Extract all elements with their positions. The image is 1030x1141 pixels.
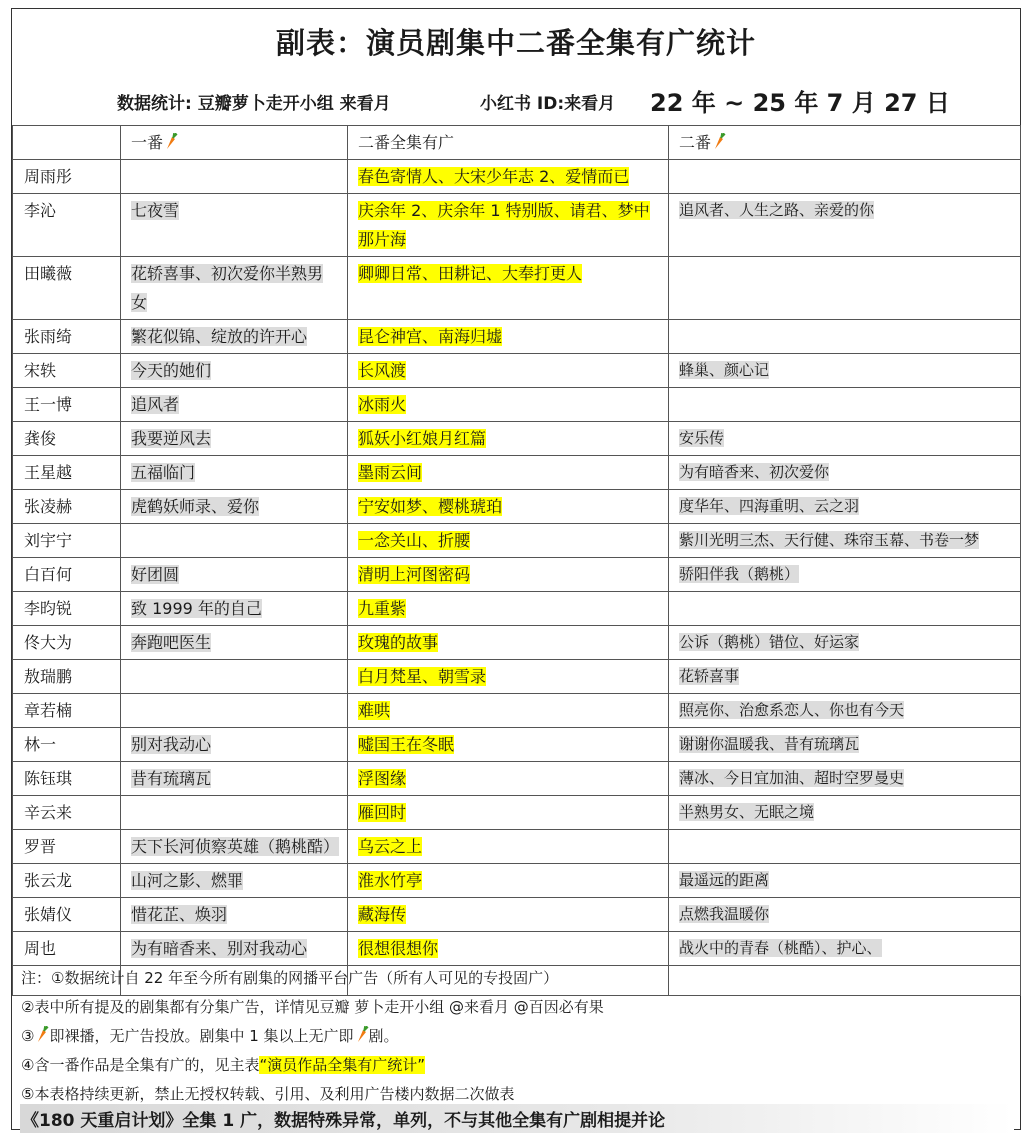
actor-name-cell: [13, 490, 121, 524]
second-role-dramas-cell: [669, 354, 1021, 388]
second-role-dramas-cell: [669, 320, 1021, 354]
second-role-dramas-cell: [669, 194, 1021, 257]
actor-name-cell: [13, 694, 121, 728]
lead-role-dramas-cell: [121, 592, 348, 626]
second-role-full-ads-dramas: 雁回时: [358, 803, 407, 822]
actor-name: 周也: [24, 939, 57, 958]
actor-name: 刘宇宁: [24, 531, 73, 550]
second-role-dramas: 战火中的青春（桃酷）、护心、: [679, 939, 882, 957]
actor-name: 宋轶: [24, 361, 57, 380]
second-role-full-ads-dramas-cell: [348, 660, 669, 694]
actor-name-cell: [13, 660, 121, 694]
second-role-dramas-cell: [669, 592, 1021, 626]
second-role-full-ads-dramas-cell: [348, 830, 669, 864]
second-role-dramas-cell: [669, 864, 1021, 898]
actor-name-cell: [13, 830, 121, 864]
note-1: 注：①数据统计自 22 年至今所有剧集的网播平台广告（所有人可见的专投固广）: [21, 969, 559, 987]
actor-name: 陈钰琪: [24, 769, 73, 788]
second-role-dramas: 追风者、人生之路、亲爱的你: [679, 201, 875, 219]
sheet-frame: [11, 8, 1021, 1130]
carrot-icon: [35, 1026, 49, 1043]
main-table-reference: “演员作品全集有广统计”: [259, 1056, 425, 1074]
lead-role-dramas: 繁花似锦、绽放的许开心: [131, 327, 308, 346]
second-role-full-ads-dramas-cell: [348, 592, 669, 626]
second-role-dramas: 薄冰、今日宜加油、超时空罗曼史: [679, 769, 905, 787]
lead-role-dramas: 五福临门: [131, 463, 196, 482]
second-role-dramas-cell: [669, 558, 1021, 592]
header-lead-label: 一番: [131, 133, 164, 152]
second-role-dramas: 骄阳伴我（鹅桃）: [679, 565, 800, 583]
header-lead: [121, 126, 348, 160]
lead-role-dramas: 致 1999 年的自己: [131, 599, 262, 618]
table-row: [13, 626, 1021, 660]
note-4-text: ④含一番作品是全集有广的，见主表: [21, 1056, 260, 1074]
second-role-full-ads-dramas-cell: [348, 160, 669, 194]
carrot-icon: [164, 133, 178, 150]
lead-role-dramas-cell: [121, 830, 348, 864]
actor-name: 佟大为: [24, 633, 73, 652]
actor-name: 敖瑞鹏: [24, 667, 73, 686]
second-role-full-ads-dramas-cell: [348, 388, 669, 422]
lead-role-dramas-cell: [121, 898, 348, 932]
second-role-dramas-cell: [669, 257, 1021, 320]
lead-role-dramas-cell: [121, 194, 348, 257]
actor-name-cell: [13, 456, 121, 490]
table-row: [13, 422, 1021, 456]
note-3-text: 即裸播，无广告投放。剧集中 1 集以上无广即: [49, 1027, 354, 1045]
second-role-full-ads-dramas: 浮图缘: [358, 769, 407, 788]
lead-role-dramas-cell: [121, 257, 348, 320]
second-role-dramas: 花轿喜事: [679, 667, 740, 685]
carrot-icon: [355, 1026, 369, 1043]
second-role-full-ads-dramas: 很想很想你: [358, 939, 439, 958]
lead-role-dramas: 虎鹤妖师录、爱你: [131, 497, 260, 516]
lead-role-dramas: 今天的她们: [131, 361, 212, 380]
actor-name: 龚俊: [24, 429, 57, 448]
actor-name-cell: [13, 932, 121, 966]
lead-role-dramas-cell: [121, 694, 348, 728]
lead-role-dramas-cell: [121, 524, 348, 558]
second-role-dramas: 照亮你、治愈系恋人、你也有今天: [679, 701, 905, 719]
second-role-full-ads-dramas-cell: [348, 558, 669, 592]
second-role-full-ads-dramas: 墨雨云间: [358, 463, 423, 482]
actor-name-cell: [13, 257, 121, 320]
lead-role-dramas: 我要逆风去: [131, 429, 212, 448]
second-role-dramas-cell: [669, 898, 1021, 932]
second-role-full-ads-dramas-cell: [348, 898, 669, 932]
second-role-dramas-cell: [669, 490, 1021, 524]
table-row: [13, 456, 1021, 490]
lead-role-dramas-cell: [121, 354, 348, 388]
header-row: [13, 126, 1021, 160]
lead-role-dramas: 昔有琉璃瓦: [131, 769, 212, 788]
table-body: [13, 160, 1021, 996]
header-name: [13, 126, 121, 160]
second-role-full-ads-dramas-cell: [348, 422, 669, 456]
second-role-full-ads-dramas: 藏海传: [358, 905, 407, 924]
table-row: [13, 898, 1021, 932]
header-second-label: 二番: [679, 133, 712, 152]
second-role-full-ads-dramas-cell: [348, 320, 669, 354]
note-3: [21, 1025, 399, 1046]
second-role-dramas-cell: [669, 160, 1021, 194]
header-second-full-ads: 二番全集有广: [348, 126, 669, 160]
actor-name: 王一博: [24, 395, 73, 414]
table-row: [13, 558, 1021, 592]
second-role-dramas: 公诉（鹅桃）错位、好运家: [679, 633, 860, 651]
table-row: [13, 388, 1021, 422]
second-role-full-ads-dramas-cell: [348, 762, 669, 796]
table-row: [13, 592, 1021, 626]
actor-name-cell: [13, 592, 121, 626]
second-role-full-ads-dramas: 一念关山、折腰: [358, 531, 471, 550]
second-role-dramas: 为有暗香来、初次爱你: [679, 463, 830, 481]
second-role-dramas-cell: [669, 966, 1021, 996]
second-role-dramas-cell: [669, 762, 1021, 796]
table-row: [13, 160, 1021, 194]
actor-name: 白百何: [24, 565, 73, 584]
second-role-dramas-cell: [669, 694, 1021, 728]
lead-role-dramas-cell: [121, 490, 348, 524]
note-3-marker: ③: [21, 1027, 35, 1045]
actor-name: 张婧仪: [24, 905, 73, 924]
table-row: [13, 864, 1021, 898]
lead-role-dramas-cell: [121, 932, 348, 966]
xiaohongshu-id: 小红书 ID:来看月: [480, 94, 616, 114]
actor-name-cell: [13, 388, 121, 422]
lead-role-dramas: 奔跑吧医生: [131, 633, 212, 652]
lead-role-dramas: 七夜雪: [131, 201, 180, 220]
lead-role-dramas: 为有暗香来、别对我动心: [131, 939, 308, 958]
second-role-dramas: 蜂巢、颜心记: [679, 361, 770, 379]
lead-role-dramas: 追风者: [131, 395, 180, 414]
lead-role-dramas: 好团圆: [131, 565, 180, 584]
second-role-dramas-cell: [669, 456, 1021, 490]
special-case-note: 《180 天重启计划》全集 1 广，数据特殊异常，单列，不与其他全集有广剧相提并论: [20, 1104, 1014, 1133]
second-role-full-ads-dramas: 长风渡: [358, 361, 407, 380]
second-role-dramas-cell: [669, 388, 1021, 422]
lead-role-dramas-cell: [121, 558, 348, 592]
second-role-dramas: 度华年、四海重明、云之羽: [679, 497, 860, 515]
table-row: [13, 490, 1021, 524]
table-row: [13, 932, 1021, 966]
actor-name: 辛云来: [24, 803, 73, 822]
note-5: ⑤本表格持续更新，禁止无授权转载、引用、及利用广告楼内数据二次做表: [21, 1085, 515, 1103]
actor-name-cell: [13, 728, 121, 762]
header-second: [669, 126, 1021, 160]
table-row: [13, 728, 1021, 762]
actor-name: 李昀锐: [24, 599, 73, 618]
lead-role-dramas-cell: [121, 864, 348, 898]
second-role-dramas-cell: [669, 660, 1021, 694]
second-role-full-ads-dramas-cell: [348, 354, 669, 388]
date-range: 22 年 ~ 25 年 7 月 27 日: [650, 89, 950, 117]
second-role-full-ads-dramas-cell: [348, 694, 669, 728]
second-role-dramas-cell: [669, 796, 1021, 830]
lead-role-dramas-cell: [121, 320, 348, 354]
second-role-dramas: 点燃我温暖你: [679, 905, 770, 923]
second-role-dramas: 谢谢你温暖我、昔有琉璃瓦: [679, 735, 860, 753]
actor-name: 李沁: [24, 201, 57, 220]
carrot-icon: [712, 133, 726, 150]
table-row: [13, 354, 1021, 388]
lead-role-dramas-cell: [121, 728, 348, 762]
table-row: [13, 660, 1021, 694]
lead-role-dramas-cell: [121, 422, 348, 456]
actor-name-cell: [13, 762, 121, 796]
actor-name-cell: [13, 194, 121, 257]
second-role-full-ads-dramas-cell: [348, 626, 669, 660]
second-role-full-ads-dramas: 清明上河图密码: [358, 565, 471, 584]
second-role-full-ads-dramas: 庆余年 2、庆余年 1 特别版、请君、梦中那片海: [358, 201, 650, 249]
second-role-dramas-cell: [669, 626, 1021, 660]
actor-name: 章若楠: [24, 701, 73, 720]
actor-name-cell: [13, 320, 121, 354]
lead-role-dramas-cell: [121, 660, 348, 694]
second-role-full-ads-dramas-cell: [348, 796, 669, 830]
note-4: [21, 1054, 425, 1075]
second-role-dramas: 安乐传: [679, 429, 725, 447]
note-3-end: 剧。: [368, 1027, 399, 1045]
second-role-dramas: 最遥远的距离: [679, 871, 770, 889]
actor-name-cell: [13, 864, 121, 898]
actor-name: 田曦薇: [24, 264, 73, 283]
actor-name-cell: [13, 898, 121, 932]
second-role-dramas-cell: [669, 422, 1021, 456]
second-role-full-ads-dramas-cell: [348, 490, 669, 524]
actor-name: 张凌赫: [24, 497, 73, 516]
actor-name: 罗晋: [24, 837, 57, 856]
actor-name-cell: [13, 160, 121, 194]
second-role-full-ads-dramas-cell: [348, 456, 669, 490]
second-role-full-ads-dramas: 九重紫: [358, 599, 407, 618]
second-role-full-ads-dramas: 卿卿日常、田耕记、大奉打更人: [358, 264, 583, 283]
actor-name: 张云龙: [24, 871, 73, 890]
lead-role-dramas-cell: [121, 762, 348, 796]
actor-name-cell: [13, 626, 121, 660]
table-row: [13, 762, 1021, 796]
second-role-full-ads-dramas-cell: [348, 194, 669, 257]
actor-name: 张雨绮: [24, 327, 73, 346]
second-role-dramas-cell: [669, 728, 1021, 762]
second-role-dramas-cell: [669, 932, 1021, 966]
lead-role-dramas: 别对我动心: [131, 735, 212, 754]
second-role-full-ads-dramas: 昆仑神宫、南海归墟: [358, 327, 503, 346]
lead-role-dramas-cell: [121, 626, 348, 660]
actor-name-cell: [13, 354, 121, 388]
table-row: [13, 194, 1021, 257]
actor-name-cell: [13, 422, 121, 456]
second-role-full-ads-dramas-cell: [348, 257, 669, 320]
second-role-full-ads-dramas: 淮水竹亭: [358, 871, 423, 890]
table-row: [13, 320, 1021, 354]
second-role-full-ads-dramas: 冰雨火: [358, 395, 407, 414]
table-row: [13, 694, 1021, 728]
stats-table: [12, 125, 1021, 996]
second-role-full-ads-dramas: 难哄: [358, 701, 391, 720]
actor-name: 周雨彤: [24, 167, 73, 186]
second-role-dramas: 半熟男女、无眠之境: [679, 803, 815, 821]
actor-name-cell: [13, 796, 121, 830]
second-role-full-ads-dramas-cell: [348, 932, 669, 966]
lead-role-dramas: 山河之影、燃罪: [131, 871, 244, 890]
table-row: [13, 524, 1021, 558]
second-role-full-ads-dramas: 乌云之上: [358, 837, 423, 856]
table-row: [13, 796, 1021, 830]
lead-role-dramas: 花轿喜事、初次爱你半熟男女: [131, 264, 324, 312]
note-2: ②表中所有提及的剧集都有分集广告，详情见豆瓣 萝卜走开小组 @来看月 @百因必有果: [21, 998, 604, 1016]
second-role-full-ads-dramas: 宁安如梦、樱桃琥珀: [358, 497, 503, 516]
page-title: 副表：演员剧集中二番全集有广统计: [275, 26, 756, 60]
actor-name-cell: [13, 524, 121, 558]
table-row: [13, 830, 1021, 864]
second-role-full-ads-dramas-cell: [348, 524, 669, 558]
second-role-dramas: 紫川光明三杰、天行健、珠帘玉幕、书卷一梦: [679, 531, 980, 549]
second-role-full-ads-dramas: 春色寄情人、大宋少年志 2、爱情而已: [358, 167, 630, 186]
second-role-dramas-cell: [669, 524, 1021, 558]
second-role-full-ads-dramas: 嘘国王在冬眠: [358, 735, 455, 754]
lead-role-dramas-cell: [121, 456, 348, 490]
second-role-dramas-cell: [669, 830, 1021, 864]
data-source: 数据统计: 豆瓣萝卜走开小组 来看月: [117, 94, 391, 114]
second-role-full-ads-dramas: 玫瑰的故事: [358, 633, 439, 652]
actor-name: 王星越: [24, 463, 73, 482]
actor-name: 林一: [24, 735, 57, 754]
second-role-full-ads-dramas-cell: [348, 864, 669, 898]
table-row: [13, 257, 1021, 320]
lead-role-dramas: 天下长河侦察英雄（鹅桃酷）: [131, 837, 340, 856]
second-role-full-ads-dramas-cell: [348, 728, 669, 762]
second-role-full-ads-dramas: 白月梵星、朝雪录: [358, 667, 487, 686]
lead-role-dramas-cell: [121, 160, 348, 194]
lead-role-dramas-cell: [121, 388, 348, 422]
actor-name-cell: [13, 558, 121, 592]
lead-role-dramas-cell: [121, 796, 348, 830]
lead-role-dramas: 惜花芷、焕羽: [131, 905, 228, 924]
second-role-full-ads-dramas: 狐妖小红娘月红篇: [358, 429, 487, 448]
